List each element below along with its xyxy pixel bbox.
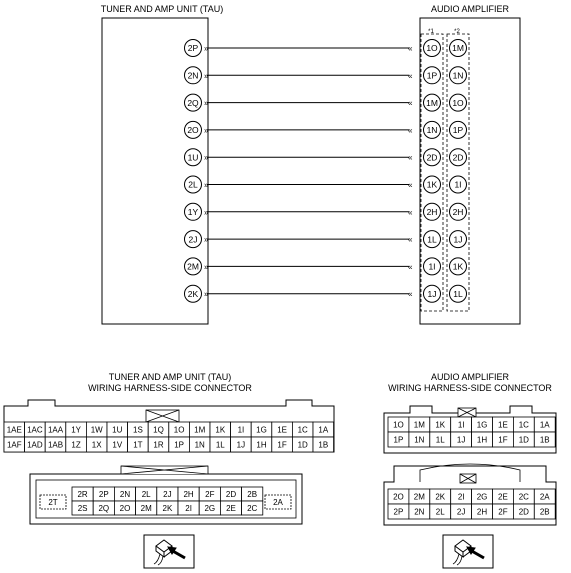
amp-lower-r1-cell-label: 2K xyxy=(435,492,446,502)
tau-upper-r1-cell-label: 1W xyxy=(90,425,103,435)
amp-col2-pin-label: 2H xyxy=(452,207,464,217)
tau-pin-label: 2J xyxy=(188,234,198,245)
amp-upper-r1-cell-label: 1M xyxy=(413,420,425,430)
tau-pin-label: 2M xyxy=(187,261,199,272)
amp-col2-pin-label: 1L xyxy=(453,288,463,299)
tau-upper-r2-cell-label: 1AB xyxy=(47,440,64,450)
tau-pin-label: 2O xyxy=(187,125,199,136)
tau-pin-label: 1U xyxy=(187,152,199,163)
tau-lower-r1-cell-label: 2F xyxy=(205,489,215,499)
amp-col1-pin-label: 1O xyxy=(426,43,438,54)
tau-upper-r1-cell-label: 1AC xyxy=(27,425,43,435)
tau-plug-mark: » xyxy=(204,125,209,135)
amp-upper-r1-cell-label: 1E xyxy=(498,420,508,430)
tau-upper-r1-cell-label: 1O xyxy=(173,425,185,435)
amp-col1-pin-label: 1K xyxy=(426,179,438,190)
tau-lower-r1-cell-label: 2L xyxy=(141,489,151,499)
amp-col2-pin-label: 2D xyxy=(452,152,464,163)
tau-upper-r2-cell-label: 1B xyxy=(318,440,329,450)
amp-plug-mark: « xyxy=(408,180,413,190)
amp-connector-title-2: WIRING HARNESS-SIDE CONNECTOR xyxy=(388,383,552,393)
amp-lower-r2-cell-label: 2H xyxy=(476,507,488,517)
amp-upper-r1-cell-label: 1K xyxy=(435,420,446,430)
amp-upper-r2-cell-label: 1L xyxy=(435,435,445,445)
amp-plug-mark: « xyxy=(408,71,413,81)
amp-upper-r2-cell-label: 1P xyxy=(393,435,404,445)
amp-plug-mark: « xyxy=(408,44,413,53)
amp-plug-mark: « xyxy=(408,235,413,245)
tau-lower-r2-cell-label: 2S xyxy=(77,503,88,513)
tau-lower-r1-cell-label: 2R xyxy=(77,489,88,499)
tau-plug-mark: » xyxy=(204,235,209,245)
amp-lower-r2-cell-label: 2J xyxy=(456,507,466,517)
tau-lower-r1-cell-label: 2J xyxy=(163,489,172,499)
amp-col2-pin-label: 1O xyxy=(452,97,464,108)
tau-pin-label: 2N xyxy=(187,70,199,81)
tau-upper-r2-cell-label: 1Z xyxy=(71,440,81,450)
tau-pin-label: 2K xyxy=(187,288,199,299)
amp-connector xyxy=(384,406,556,568)
col2-note: *2 xyxy=(454,29,460,35)
tau-upper-r1-cell-label: 1M xyxy=(194,425,206,435)
tau-plug-mark: » xyxy=(204,180,209,190)
amp-unit-box xyxy=(420,18,520,324)
amp-lower-r1-cell-label: 2A xyxy=(539,492,550,502)
amp-col2-pin-label: 1M xyxy=(452,43,464,54)
tau-upper-r2-cell-label: 1L xyxy=(215,440,225,450)
amp-col2-pin-label: 1I xyxy=(454,179,462,190)
amp-col1-pin-label: 1I xyxy=(428,261,436,272)
amp-lower-r1-cell-label: 2M xyxy=(413,492,425,502)
amp-upper-r2-cell-label: 1B xyxy=(539,435,550,445)
tau-upper-r2-cell-label: 1AD xyxy=(27,440,43,450)
tau-pin-label: 2Q xyxy=(187,97,199,108)
amp-col1-pin-label: 1P xyxy=(426,70,438,81)
tau-upper-r2-cell-label: 1J xyxy=(236,440,246,450)
amp-lower-r2-cell-label: 2D xyxy=(518,507,529,517)
tau-lower-r2-cell-label: 2C xyxy=(247,503,258,513)
tau-upper-r1-cell-label: 1U xyxy=(112,425,123,435)
amp-col1-pin-label: 1M xyxy=(426,97,438,108)
amp-plug-mark: « xyxy=(408,289,413,299)
tau-upper-r2-cell-label: 1P xyxy=(174,440,184,450)
tau-lower-r2-cell-label: 2Q xyxy=(98,503,110,513)
tau-plug-mark: » xyxy=(204,262,209,272)
tau-upper-r1-cell-label: 1Y xyxy=(71,425,81,435)
tau-pin-label: 1Y xyxy=(187,207,199,217)
tau-upper-r1-cell-label: 1E xyxy=(277,425,287,435)
tau-upper-r1-cell-label: 1C xyxy=(297,425,308,435)
amp-plug-mark: « xyxy=(408,262,413,272)
tau-lower-r1-cell-label: 2P xyxy=(98,489,109,499)
tau-upper-r2-cell-label: 1D xyxy=(297,440,308,450)
tau-lower-r2-cell-label: 2O xyxy=(119,503,131,513)
tau-plug-mark: » xyxy=(204,207,209,217)
tau-upper-r2-cell-label: 1F xyxy=(277,440,287,450)
amp-lower-r2-cell-label: 2N xyxy=(414,507,425,517)
amp-col1-pin-label: 1L xyxy=(427,234,437,245)
tau-lower-r2-cell-label: 2G xyxy=(204,503,216,513)
amp-col2-pin-label: 1K xyxy=(452,261,464,272)
tau-upper-r1-cell-label: 1S xyxy=(133,425,143,435)
tau-left-pin: 2T xyxy=(48,498,58,507)
amp-plug-mark: « xyxy=(408,207,413,217)
tau-unit-box xyxy=(102,18,208,324)
tau-upper-r1-cell-label: 1AE xyxy=(6,425,22,435)
amp-lower-r2-cell-label: 2F xyxy=(498,507,508,517)
amp-col2-pin-label: 1J xyxy=(453,234,463,245)
tau-connector-title-1: TUNER AND AMP UNIT (TAU) xyxy=(108,372,232,382)
tau-pin-label: 2L xyxy=(188,179,198,190)
amp-upper-r2-cell-label: 1F xyxy=(498,435,508,445)
amp-lower-r1-cell-label: 2O xyxy=(393,492,404,502)
tau-connector-title-2: WIRING HARNESS-SIDE CONNECTOR xyxy=(88,383,252,393)
tau-right-pin: 2A xyxy=(273,498,283,507)
amp-upper-r2-cell-label: 1H xyxy=(476,435,488,445)
tau-upper-r2-cell-label: 1T xyxy=(133,440,143,450)
tau-lower-r1-cell-label: 2D xyxy=(225,489,237,499)
amp-lower-r1-cell-label: 2E xyxy=(498,492,508,502)
connector-view-icon-frame xyxy=(443,535,493,568)
amp-plug-mark: « xyxy=(408,125,413,135)
tau-plug-mark: » xyxy=(204,289,209,299)
amp-col1-pin-label: 2H xyxy=(426,207,438,217)
tau-upper-r1-cell-label: 1I xyxy=(237,425,245,435)
tau-lower-r2-cell-label: 2E xyxy=(226,503,236,513)
tau-unit-title: TUNER AND AMP UNIT (TAU) xyxy=(100,4,224,14)
connector-view-icon-frame xyxy=(144,535,194,568)
amp-upper-r1-cell-label: 1O xyxy=(393,420,404,430)
amp-upper-r1-cell-label: 1A xyxy=(539,420,550,430)
tau-plug-mark: » xyxy=(204,71,209,81)
tau-lower-r1-cell-label: 2B xyxy=(247,489,258,499)
tau-upper-r1-cell-label: 1G xyxy=(256,425,267,435)
amp-lower-r2-cell-label: 2P xyxy=(393,507,404,517)
tau-upper-r2-cell-label: 1R xyxy=(153,440,164,450)
tau-upper-r2-cell-label: 1V xyxy=(112,440,123,450)
amp-lower-r2-cell-label: 2B xyxy=(539,507,550,517)
tau-plug-mark: » xyxy=(204,153,209,163)
wire-group xyxy=(185,40,467,303)
col1-note: *1 xyxy=(428,29,434,35)
tau-plug-mark: » xyxy=(204,44,209,53)
amp-upper-r2-cell-label: 1N xyxy=(414,435,425,445)
amp-upper-r1-cell-label: 1C xyxy=(518,420,529,430)
tau-upper-r2-cell-label: 1X xyxy=(91,440,102,450)
amp-lower-r2-cell-label: 2L xyxy=(435,507,445,517)
tau-lower-r2-cell-label: 2K xyxy=(162,503,173,513)
amp-upper-r1-cell-label: 1G xyxy=(476,420,488,430)
amp-lower-r1-cell-label: 2G xyxy=(476,492,488,502)
amp-connector-title-1: AUDIO AMPLIFIER xyxy=(430,372,510,382)
tau-upper-r2-cell-label: 1N xyxy=(194,440,205,450)
tau-upper-r2-cell-label: 1AF xyxy=(6,440,22,450)
tau-upper-r1-cell-label: 1AA xyxy=(47,425,64,435)
tau-connector xyxy=(4,400,334,568)
tau-upper-r1-cell-label: 1K xyxy=(215,425,226,435)
amp-upper-r1-cell-label: 1I xyxy=(457,420,465,430)
tau-upper-r1-cell-label: 1A xyxy=(318,425,329,435)
amp-unit-title: AUDIO AMPLIFIER xyxy=(430,4,510,14)
tau-lower-r2-cell-label: 2M xyxy=(140,503,152,513)
amp-upper-r2-cell-label: 1D xyxy=(518,435,529,445)
amp-lower-r1-cell-label: 2C xyxy=(518,492,529,502)
amp-plug-mark: « xyxy=(408,153,413,163)
tau-upper-r2-cell-label: 1H xyxy=(256,440,267,450)
amp-col1-pin-label: 1J xyxy=(427,288,437,299)
amp-col1-pin-label: 2D xyxy=(426,152,438,163)
tau-lower-r1-cell-label: 2N xyxy=(119,489,131,499)
tau-lower-r2-cell-label: 2I xyxy=(185,503,192,513)
tau-upper-r1-cell-label: 1Q xyxy=(153,425,164,435)
tau-pin-label: 2P xyxy=(187,43,199,54)
amp-col1-pin-label: 1N xyxy=(426,125,438,136)
amp-upper-r2-cell-label: 1J xyxy=(456,435,466,445)
amp-col2-pin-label: 1P xyxy=(452,125,464,136)
amp-col2-pin-label: 1N xyxy=(452,70,464,81)
tau-lower-r1-cell-label: 2H xyxy=(183,489,194,499)
amp-lower-r1-cell-label: 2I xyxy=(457,492,465,502)
amp-plug-mark: « xyxy=(408,98,413,108)
tau-plug-mark: » xyxy=(204,98,209,108)
